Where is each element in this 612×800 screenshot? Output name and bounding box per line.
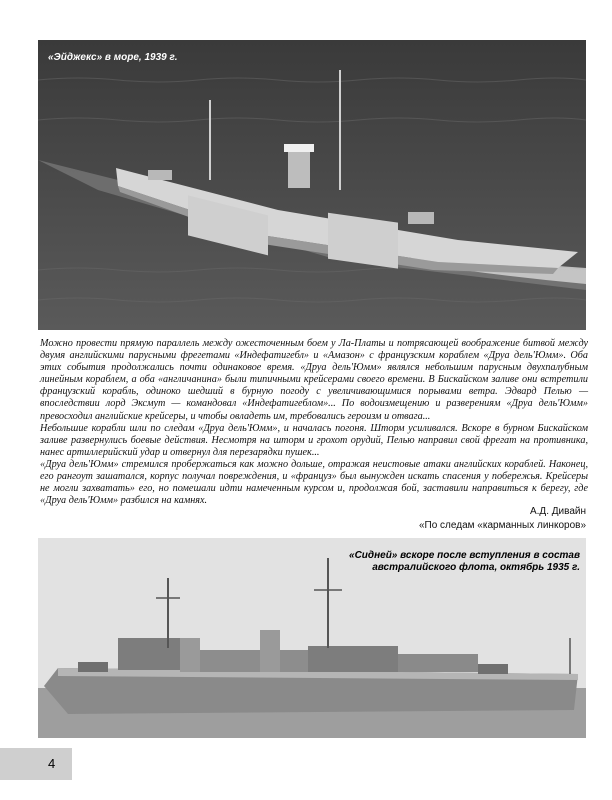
body-paragraph: Можно провести прямую параллель между ожесточенным боем у Ла-Платы и потрясающей воображение битвой между двумя английскими парусными фрегетами «Индефатигебл» и «Амазон» с французским кораблем «Друа дель'Юмм». Оба этих события продолжались почти одинаковое время. «Друа дель'Юмм» являлся небольшим парусным двухпалубным линейным кораблем, а оба «англичанина» были типичными крейсерами своего времени. В Бискайском заливе они встретили французский корабль, одиноко шедший в бурную погоду с увеличивающимися порывами ветра. Эдвард Пелью — впоследствии лорд Эксмут — командовал «Индефатигеблом»... По водоизмещению и разверениям «Друа дель'Юмм» превосходил английские крейсеры, и чтобы овладеть им, требовались героизм и отвага...: [40, 338, 588, 422]
body-paragraph: Небольшие корабли шли по следам «Друа дель'Юмм», и началась погоня. Шторм усиливался. Вскоре в бурном Бискайском заливе развернулись боевые действия. Несмотря на шторм и грохот орудий, Пелью направил свой фрегат на противника, нанес артиллерийский удар и отвернул для перезарядки пушек...: [40, 422, 588, 458]
top-photo-caption: «Эйджекс» в море, 1939 г.: [48, 52, 178, 63]
top-photo: [38, 40, 586, 330]
bottom-caption-line: австралийского флота, октябрь 1935 г.: [372, 562, 580, 573]
attribution-author: А.Д. Дивайн: [529, 506, 586, 517]
bottom-photo-caption: [320, 550, 580, 574]
bottom-photo: [38, 538, 586, 738]
attribution-source: «По следам «карманных линкоров»: [418, 520, 586, 531]
quote-attribution: [286, 505, 586, 533]
page-number-tab: [0, 748, 72, 780]
bottom-caption-line: «Сидней» вскоре после вступления в состав: [349, 550, 580, 561]
page-number: 4: [48, 756, 56, 771]
cruiser-ajax-illustration: [38, 40, 586, 330]
article-body: [40, 338, 588, 507]
body-paragraph: «Друа дель'Юмм» стремился пробержаться как можно дольше, отражая неистовые атаки английских кораблей. Наконец, его рангоут зашатался, корпус получал повреждения, и «француз» был вынужден искать спасения у побережья. Крейсеры не могли захватать» его, но помешали идти намеченным курсом и, продолжая бой, заставили направиться к берегу, где «Друа дель'Юмм» разбился на камнях.: [40, 458, 588, 507]
